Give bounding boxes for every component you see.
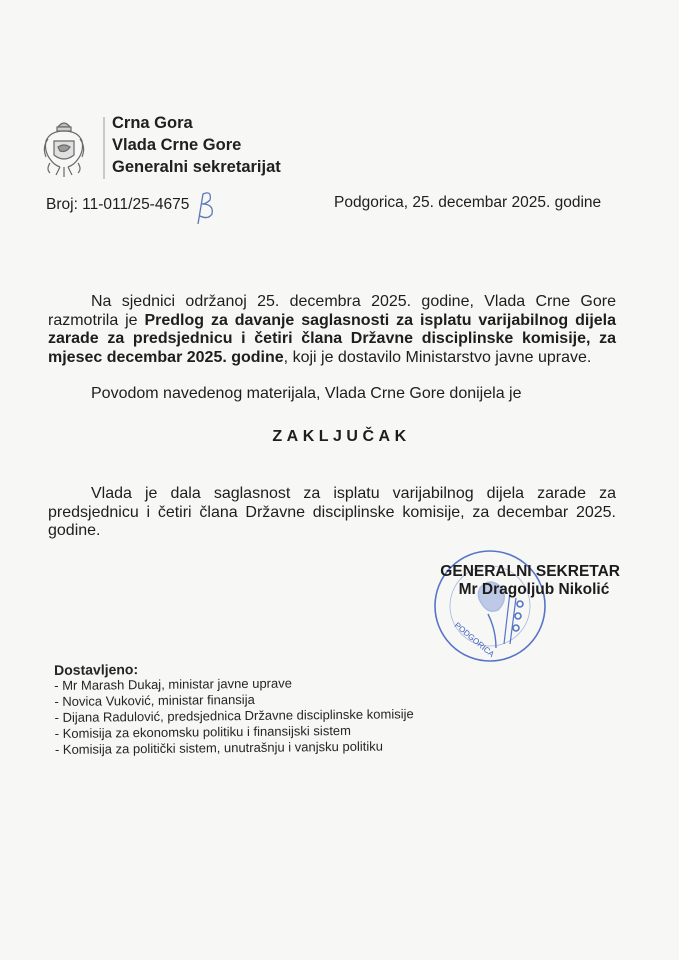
distribution-item: - Novica Vuković, ministar finansija — [54, 691, 255, 709]
place-and-date: Podgorica, 25. decembar 2025. godine — [334, 194, 602, 211]
signatory-name: Mr Dragoljub Nikolić — [458, 581, 610, 598]
coat-of-arms-icon — [40, 117, 88, 181]
issuer-block — [112, 112, 281, 178]
conclusion-text: Vlada je dala saglasnost za isplatu varijabilnog dijela zarade za predsjednicu i četiri člana Državne disciplinske komisije, za decembar 2025. godine. — [48, 485, 616, 539]
header-divider — [103, 117, 105, 179]
country-name: Crna Gora — [112, 114, 193, 132]
signatory-title: GENERALNI SEKRETAR — [440, 563, 620, 580]
distribution-item: - Komisija za ekonomsku politiku i finansijski sistem — [54, 722, 352, 741]
distribution-item: - Mr Marash Dukaj, ministar javne uprave — [54, 675, 293, 693]
distribution-list — [54, 658, 414, 758]
adoption-text: Povodom navedenog materijala, Vlada Crne Gore donijela je — [91, 385, 522, 402]
signature-block — [420, 563, 620, 599]
department-name: Generalni sekretarijat — [112, 158, 281, 176]
distribution-title: Dostavljeno: — [54, 661, 139, 678]
paragraph-outro: , koji je dostavilo Ministarstvo javne uprave. — [283, 348, 592, 366]
stamp-text: PODGORICA — [452, 620, 496, 659]
handwritten-mark-icon — [194, 188, 218, 228]
government-name: Vlada Crne Gore — [112, 136, 242, 154]
adoption-paragraph — [48, 385, 616, 404]
distribution-item: - Dijana Radulović, predsjednica Državne disciplinske komisije — [54, 706, 414, 725]
paragraph-intro: Na sjednici održanoj 25. decembra 2025. godine, Vlada Crne Gore razmotrila je — [48, 293, 616, 329]
reference-number: Broj: 11-011/25-4675 — [46, 196, 190, 213]
proposal-title: Predlog za davanje saglasnosti za isplatu varijabilnog dijela zarade za predsjednicu i četiri člana Državne disciplinske komisije, za mjesec decembar 2025. godine — [48, 311, 617, 366]
conclusion-heading: ZAKLJUČAK — [272, 428, 411, 445]
decision-paragraph — [48, 293, 616, 367]
conclusion-paragraph — [48, 485, 616, 541]
distribution-item: - Komisija za politički sistem, unutrašnju i vanjsku politiku — [54, 738, 383, 757]
